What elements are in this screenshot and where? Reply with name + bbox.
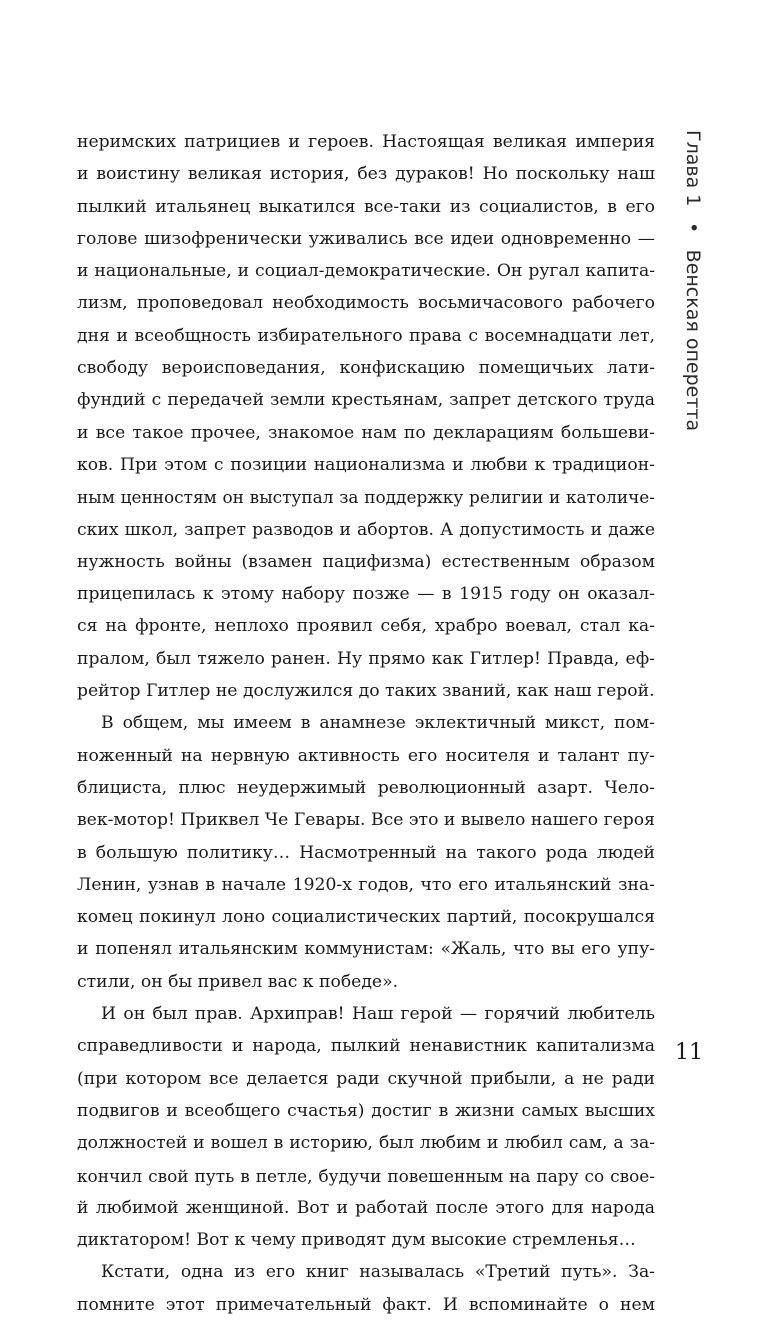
page-number: 11 — [675, 1040, 703, 1065]
text-line: (при котором все делается ради скучной прибыли, а не ради — [77, 1068, 655, 1089]
text-line: в большую политику… Насмотренный на такого рода людей — [77, 842, 655, 863]
chapter-title: Венская оперетта — [682, 249, 704, 432]
text-line: помните этот примечательный факт. И вспоминайте о нем — [77, 1294, 655, 1315]
text-line: неримских патрициев и героев. Настоящая великая империя — [77, 132, 655, 152]
bullet-separator: • — [682, 222, 704, 234]
text-line: и все такое прочее, знакомое нам по декларациям большеви- — [77, 422, 655, 443]
text-line: и воистину великая история, без дураков! Но поскольку наш — [77, 164, 655, 185]
running-head — [676, 130, 710, 460]
text-line: лизм, проповедовал необходимость восьмичасового рабочего — [77, 293, 655, 314]
text-line: диктатором! Вот к чему приводят дум высокие стремленья… — [77, 1230, 636, 1251]
text-line: должностей и вошел в историю, был любим и любил сам, а за- — [77, 1133, 655, 1154]
text-line: В общем, мы имеем в анамнезе эклектичный микст, пом- — [101, 713, 655, 734]
text-line: кончил свой путь в петле, будучи повешенным на пару со свое- — [77, 1165, 655, 1186]
text-line: Ленин, узнав в начале 1920-х годов, что его итальянский зна- — [77, 874, 655, 895]
text-line: й любимой женщиной. Вот и работай после этого для народа — [77, 1197, 655, 1218]
text-line: стили, он бы привел вас к победе». — [77, 971, 399, 992]
text-line: ся на фронте, неплохо проявил себя, храбро воевал, стал ка- — [77, 616, 655, 637]
text-line: блициста, плюс неудержимый революционный азарт. Чело- — [77, 777, 655, 798]
text-line: пылкий итальянец выкатился все-таки из социалистов, в его — [77, 196, 655, 217]
body-text — [77, 126, 655, 1321]
text-line: рейтор Гитлер не дослужился до таких званий, как наш герой. — [77, 681, 655, 702]
text-line: ным ценностям он выступал за поддержку религии и католиче- — [77, 487, 655, 508]
text-line: и национальные, и социал-демократические. Он ругал капита- — [77, 261, 655, 282]
text-line: пралом, был тяжело ранен. Ну прямо как Гитлер! Правда, еф- — [77, 648, 655, 669]
text-line: свободу вероисповедания, конфискацию помещичьих лати- — [77, 358, 655, 379]
text-line: ских школ, запрет разводов и абортов. А допустимость и даже — [77, 519, 655, 540]
text-line: комец покинул лоно социалистических партий, посокрушался — [77, 907, 655, 928]
text-line: век-мотор! Приквел Че Гевары. Все это и вывело нашего героя — [77, 810, 655, 831]
text-line: нужность войны (взамен пацифизма) естественным образом — [77, 551, 655, 572]
chapter-label: Глава 1 — [682, 130, 704, 207]
text-line: справедливости и народа, пылкий ненавистник капитализма — [77, 1036, 655, 1057]
text-line: голове шизофренически уживались все идеи одновременно — — [77, 228, 655, 249]
text-line: и попенял итальянским коммунистам: «Жаль, что вы его упу- — [77, 939, 655, 960]
text-line: ноженный на нервную активность его носителя и талант пу- — [77, 745, 655, 766]
text-line: И он был прав. Архиправ! Наш герой — горячий любитель — [101, 1004, 655, 1025]
text-line: фундий с передачей земли крестьянам, запрет детского труда — [77, 390, 655, 411]
text-line: дня и всеобщность избирательного права с восемнадцати лет, — [77, 325, 655, 346]
text-line: прицепилась к этому набору позже — в 1915 году он оказал- — [77, 584, 655, 605]
text-line: подвигов и всеобщего счастья) достиг в жизни самых высших — [77, 1100, 655, 1121]
text-line: ков. При этом с позиции национализма и любви к традицион- — [77, 454, 655, 475]
text-line: Кстати, одна из его книг называлась «Третий путь». За- — [101, 1262, 655, 1283]
